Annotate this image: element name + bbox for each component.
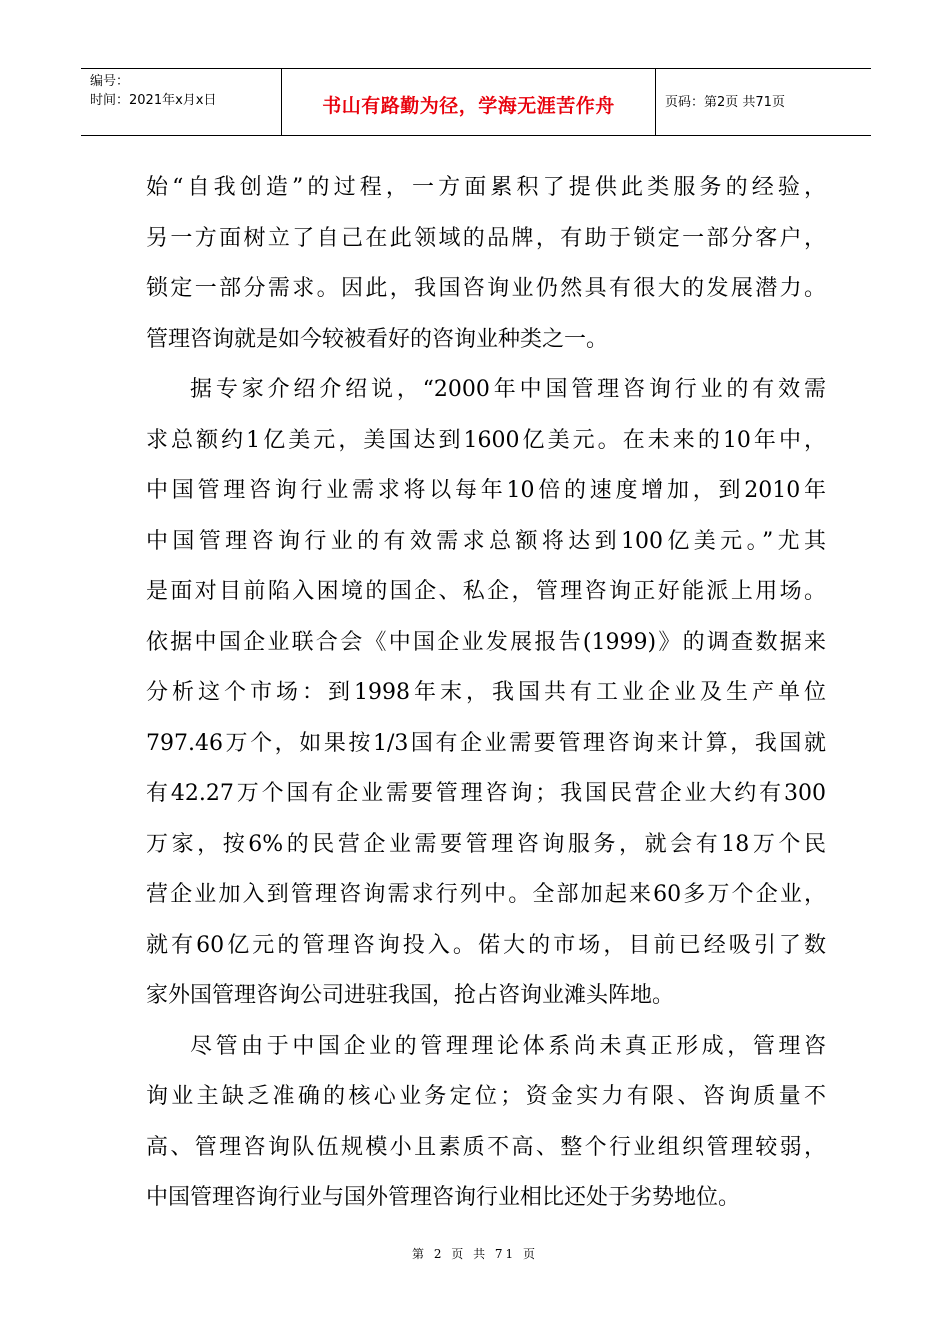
text-line: 据专家介绍介绍说，“2000年中国管理咨询行业的有效需 — [190, 377, 826, 402]
header-page-label: 页码：第2页 共71页 — [665, 95, 785, 110]
header-left-cell — [81, 69, 282, 135]
paragraph — [146, 163, 826, 365]
paragraph — [146, 1022, 826, 1224]
text-line: 就有60亿元的管理咨询投入。偌大的市场，目前已经吸引了数 — [146, 932, 826, 958]
text-line: 中国管理咨询行业与国外管理咨询行业相比还处于劣势地位。 — [146, 1185, 741, 1210]
text-line: 求总额约1亿美元，美国达到1600亿美元。在未来的10年中， — [146, 427, 826, 453]
text-line: 营企业加入到管理咨询需求行列中。全部加起来60多万个企业， — [146, 882, 826, 907]
text-line: 依据中国企业联合会《中国企业发展报告(1999)》的调查数据来 — [146, 629, 826, 655]
text-line: 另一方面树立了自己在此领域的品牌，有助于锁定一部分客户， — [146, 225, 826, 251]
page-footer: 第 2 页 共 71 页 — [412, 1247, 538, 1261]
text-line: 高、管理咨询队伍规模小且素质不高、整个行业组织管理较弱， — [146, 1134, 826, 1160]
text-line: 始“自我创造”的过程，一方面累积了提供此类服务的经验， — [146, 175, 826, 200]
paragraph — [146, 365, 826, 1022]
text-line: 万家，按6%的民营企业需要管理咨询服务，就会有18万个民 — [146, 831, 826, 857]
text-line: 管理咨询就是如今较被看好的咨询业种类之一。 — [146, 326, 609, 352]
header-right-cell — [656, 69, 871, 135]
document-body — [146, 163, 826, 1224]
text-line: 中国管理咨询行业需求将以每年10倍的速度增加，到2010年 — [146, 478, 826, 503]
page-header — [81, 68, 871, 136]
text-line: 询业主缺乏准确的核心业务定位；资金实力有限、咨询质量不 — [146, 1084, 826, 1109]
document-date-label: 时间：2021年x月x日 — [90, 93, 217, 108]
text-line: 是面对目前陷入困境的国企、私企，管理咨询正好能派上用场。 — [146, 579, 826, 604]
header-middle-cell — [282, 69, 656, 135]
text-line: 有42.27万个国有企业需要管理咨询；我国民营企业大约有300 — [146, 781, 826, 806]
text-line: 锁定一部分需求。因此，我国咨询业仍然具有很大的发展潜力。 — [146, 276, 826, 301]
text-line: 分析这个市场：到1998年末，我国共有工业企业及生产单位 — [146, 680, 826, 705]
text-line: 中国管理咨询行业的有效需求总额将达到100亿美元。”尤其 — [146, 528, 826, 554]
text-line: 家外国管理咨询公司进驻我国，抢占咨询业滩头阵地。 — [146, 983, 675, 1008]
header-motto: 书山有路勤为径，学海无涯苦作舟 — [322, 95, 615, 117]
document-number-label: 编号： — [90, 74, 130, 89]
text-line: 797.46万个，如果按1/3国有企业需要管理咨询来计算，我国就 — [146, 730, 826, 756]
text-line: 尽管由于中国企业的管理理论体系尚未真正形成，管理咨 — [190, 1033, 826, 1059]
